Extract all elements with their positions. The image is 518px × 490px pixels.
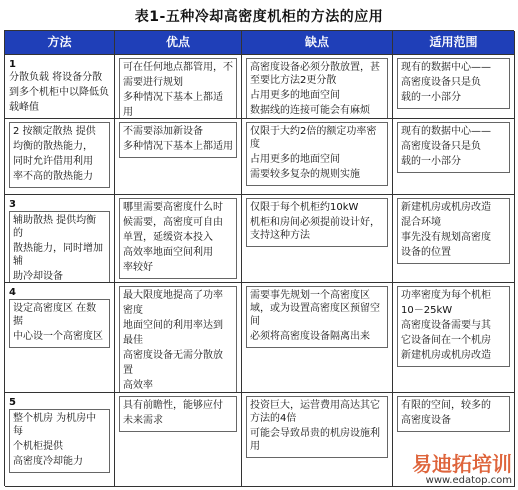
row4-cons: 需要事先规划一个高密度区域，或为设置高密度区预留空间 必须将高密度设备隔离出来	[242, 283, 393, 393]
table-title: 表1-五种冷却高密度机柜的方法的应用	[134, 9, 384, 25]
row3-pros: 哪里需要高密度什么时 候需要，高密度可自由 单置，延缓资本投入 高效率地面空间利用 率较好	[115, 195, 242, 283]
row1-method: 1 分散负载 将设备分散 到多个机柜中以降低负 载峰值	[5, 55, 115, 119]
row1-cons: 高密度设备必须分散放置，甚至要比方法2更分散 占用更多的地面空间 数据线的连接可能会有麻烦	[242, 55, 393, 119]
row4-method: 4 设定高密度区 在数据 中心设一个高密度区	[5, 283, 115, 393]
row3-method: 3 辅助散热 提供均衡的 散热能力，同时增加辅 助冷却设备	[5, 195, 115, 283]
row4-scope: 功率密度为每个机柜 10－25kW 高密度设备需要与其 它设备间在一个机房 新建机房或机房改造	[393, 283, 515, 393]
watermark-url: www.edatop.com	[425, 475, 512, 486]
row3-cons: 仅限于每个机柜约10kW 机柜和房间必须提前设计好，支持这种方法	[242, 195, 393, 283]
row2-method: 2 按额定散热 提供 均衡的散热能力， 同时允许借用利用 率不高的散热能力	[5, 119, 115, 195]
header-method: 方法	[5, 31, 115, 55]
watermark-logo-text: 易迪拓培训	[412, 452, 512, 476]
row2-pros: 不需要添加新设备 多种情况下基本上都适用	[115, 119, 242, 195]
row1-pros: 可在任何地点都管用，不 需要进行规划 多种情况下基本上都适 用	[115, 55, 242, 119]
header-pros: 优点	[115, 31, 242, 55]
row1-scope: 现有的数据中心—— 高密度设备只是负 载的一小部分	[393, 55, 515, 119]
methods-table	[4, 30, 514, 486]
row3-scope: 新建机房或机房改造 混合环境 事先没有规划高密度 设备的位置	[393, 195, 515, 283]
row5-cons: 投资巨大，运营费用高达其它方法的4倍 可能会导致昂贵的机房设施利用	[242, 393, 393, 487]
row5-scope: 有限的空间，较多的 高密度设备	[393, 393, 515, 487]
row2-scope: 现有的数据中心—— 高密度设备只是负 载的一小部分	[393, 119, 515, 195]
header-scope: 适用范围	[393, 31, 515, 55]
row5-pros: 具有前瞻性，能够应付 未来需求	[115, 393, 242, 487]
row4-pros: 最大限度地提高了功率 密度 地面空间的利用率达到 最佳 高密度设备无需分散放 置 高效率	[115, 283, 242, 393]
row5-method: 5 整个机房 为机房中每 个机柜提供 高密度冷却能力	[5, 393, 115, 487]
header-cons: 缺点	[242, 31, 393, 55]
watermark	[412, 453, 512, 486]
row2-cons: 仅限于大约2倍的额定功率密度 占用更多的地面空间 需要较多复杂的规则实施	[242, 119, 393, 195]
